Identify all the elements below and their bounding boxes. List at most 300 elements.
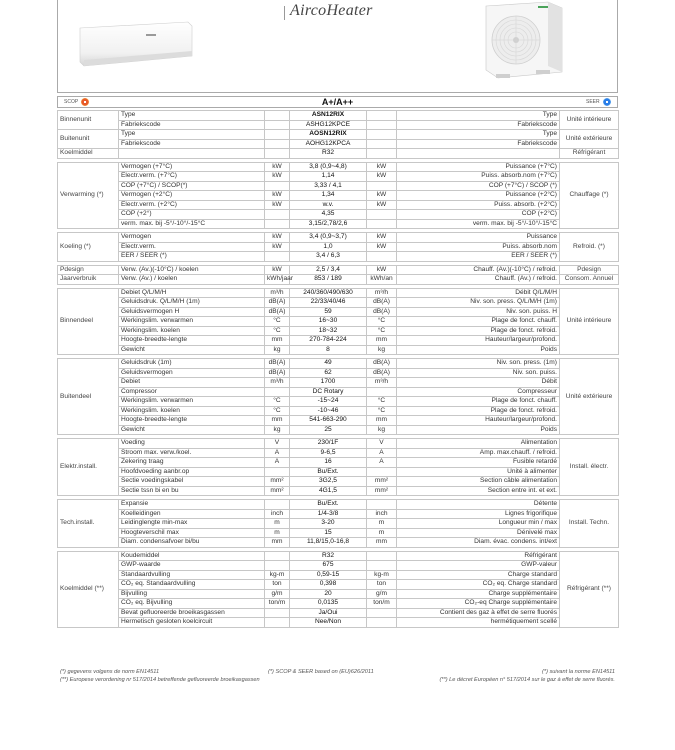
row-label-nl: GWP-waarde bbox=[119, 561, 265, 571]
row-label-nl: Diam. condensafvoer bi/bu bbox=[119, 538, 265, 548]
spec-row bbox=[58, 387, 619, 397]
spec-value: 2,5 / 3,4 bbox=[290, 265, 367, 275]
spec-value: 0,59-15 bbox=[290, 570, 367, 580]
group-label-fr: Install. électr. bbox=[560, 439, 619, 496]
group-label-fr: Unité intérieure bbox=[560, 111, 619, 130]
spec-row bbox=[58, 477, 619, 487]
unit-left bbox=[265, 139, 290, 149]
row-label-nl: Voeding bbox=[119, 439, 265, 449]
row-label-fr: Niv. son. puiss. bbox=[397, 368, 560, 378]
row-label-nl: CO₂ eq. Standaardvulling bbox=[119, 580, 265, 590]
unit-right: m bbox=[367, 528, 397, 538]
row-label-fr: Plage de fonct. refroid. bbox=[397, 406, 560, 416]
spec-value: 20 bbox=[290, 589, 367, 599]
unit-right: mm² bbox=[367, 486, 397, 496]
row-label-fr: Puiss. absorb.nom bbox=[397, 242, 560, 252]
spec-row bbox=[58, 111, 619, 121]
unit-right: g/m bbox=[367, 589, 397, 599]
unit-right bbox=[367, 120, 397, 130]
row-label-nl: Bijvulling bbox=[119, 589, 265, 599]
unit-right: kg bbox=[367, 425, 397, 435]
unit-left: kW bbox=[265, 242, 290, 252]
group-label-nl: Elektr.install. bbox=[58, 439, 119, 496]
unit-right: °C bbox=[367, 317, 397, 327]
row-label-nl: Fabriekscode bbox=[119, 139, 265, 149]
cooling-fan-icon bbox=[603, 98, 611, 106]
spec-value: -10~46 bbox=[290, 406, 367, 416]
row-label-fr: EER / SEER (*) bbox=[397, 252, 560, 262]
unit-left bbox=[265, 551, 290, 561]
spec-row bbox=[58, 439, 619, 449]
spec-value: 853 / 189 bbox=[290, 275, 367, 285]
row-label-fr: Lignes frigorifique bbox=[397, 509, 560, 519]
group-label-nl: Buitenunit bbox=[58, 130, 119, 149]
spec-value: R32 bbox=[290, 551, 367, 561]
spec-row bbox=[58, 467, 619, 477]
group-label-fr: Unité intérieure bbox=[560, 288, 619, 355]
unit-left bbox=[265, 561, 290, 571]
unit-left: m bbox=[265, 528, 290, 538]
spec-row bbox=[58, 397, 619, 407]
spec-value: 8 bbox=[290, 345, 367, 355]
row-label-fr: Fabriekscode bbox=[397, 139, 560, 149]
unit-left: kg bbox=[265, 345, 290, 355]
row-label-fr: Niv. son. press. Q/L/M/H (1m) bbox=[397, 298, 560, 308]
spec-row bbox=[58, 265, 619, 275]
row-label-nl: Vermogen (+7°C) bbox=[119, 162, 265, 172]
unit-left: °C bbox=[265, 397, 290, 407]
unit-left: ton bbox=[265, 580, 290, 590]
row-label-fr: Unité à alimenter bbox=[397, 467, 560, 477]
spec-value: 0,398 bbox=[290, 580, 367, 590]
row-label-nl: Type bbox=[119, 130, 265, 140]
row-label-fr: Plage de fonct. refroid. bbox=[397, 326, 560, 336]
spec-value: 49 bbox=[290, 359, 367, 369]
unit-right: kg bbox=[367, 345, 397, 355]
unit-left: kW bbox=[265, 233, 290, 243]
row-label-fr: Type bbox=[397, 130, 560, 140]
unit-right: dB(A) bbox=[367, 368, 397, 378]
unit-left bbox=[265, 219, 290, 229]
unit-left: kW bbox=[265, 191, 290, 201]
header bbox=[57, 0, 618, 93]
row-label-fr: GWP-valeur bbox=[397, 561, 560, 571]
row-label-fr: Contient des gaz à effet de serre fluorés bbox=[397, 608, 560, 618]
spec-value: 541-663-290 bbox=[290, 416, 367, 426]
group-label-fr: Refroid. (*) bbox=[560, 233, 619, 262]
unit-left: dB(A) bbox=[265, 359, 290, 369]
unit-right bbox=[367, 551, 397, 561]
spec-row bbox=[58, 368, 619, 378]
unit-right: kW bbox=[367, 172, 397, 182]
unit-left: V bbox=[265, 439, 290, 449]
unit-right bbox=[367, 618, 397, 628]
unit-right: A bbox=[367, 458, 397, 468]
unit-left: mm bbox=[265, 336, 290, 346]
row-label-fr: Diam. évac. condens. int/ext bbox=[397, 538, 560, 548]
unit-left bbox=[265, 111, 290, 121]
spec-row bbox=[58, 275, 619, 285]
spec-row bbox=[58, 288, 619, 298]
spec-value: Ja/Oui bbox=[290, 608, 367, 618]
spec-value: 0,0135 bbox=[290, 599, 367, 609]
row-label-nl: COP (+2°) bbox=[119, 210, 265, 220]
row-label-nl: Verw. (Av.)(-10°C) / koelen bbox=[119, 265, 265, 275]
spec-value: 3,33 / 4,1 bbox=[290, 181, 367, 191]
spec-row bbox=[58, 298, 619, 308]
row-label-nl: Koudemiddel bbox=[119, 551, 265, 561]
unit-right: inch bbox=[367, 509, 397, 519]
row-label-fr: COP (+2°C) bbox=[397, 210, 560, 220]
row-label-fr: Dénivelé max bbox=[397, 528, 560, 538]
spec-row bbox=[58, 242, 619, 252]
row-label-nl: Vermogen (+2°C) bbox=[119, 191, 265, 201]
brand-logo bbox=[290, 2, 373, 20]
unit-right: ton/m bbox=[367, 599, 397, 609]
row-label-fr: Alimentation bbox=[397, 439, 560, 449]
row-label-nl: Sectie tssn bi en bu bbox=[119, 486, 265, 496]
spec-row bbox=[58, 378, 619, 388]
spec-value: AOSN12RIX bbox=[290, 130, 367, 140]
unit-left bbox=[265, 618, 290, 628]
unit-left: m³/h bbox=[265, 288, 290, 298]
unit-left bbox=[265, 500, 290, 510]
unit-left bbox=[265, 210, 290, 220]
unit-right bbox=[367, 252, 397, 262]
unit-left: m³/h bbox=[265, 378, 290, 388]
row-label-fr: Charge standard bbox=[397, 570, 560, 580]
unit-right bbox=[367, 387, 397, 397]
spec-row bbox=[58, 172, 619, 182]
row-label-fr: Fusible retardé bbox=[397, 458, 560, 468]
unit-right: kWh/an bbox=[367, 275, 397, 285]
spec-row bbox=[58, 458, 619, 468]
row-label-fr: Chauff. (Av.)(-10°C) / refroid. bbox=[397, 265, 560, 275]
spec-row bbox=[58, 326, 619, 336]
row-label-fr: Débit bbox=[397, 378, 560, 388]
unit-left: kW bbox=[265, 265, 290, 275]
row-label-nl: Sectie voedingskabel bbox=[119, 477, 265, 487]
group-label-nl: Binnendeel bbox=[58, 288, 119, 355]
row-label-nl: Geluidsdruk. Q/L/M/H (1m) bbox=[119, 298, 265, 308]
unit-right: kW bbox=[367, 265, 397, 275]
row-label-nl: Geluidsvermogen H bbox=[119, 307, 265, 317]
row-label-nl: Electr.verm. bbox=[119, 242, 265, 252]
energy-class: A+/A++ bbox=[321, 97, 354, 107]
row-label-fr: Fabriekscode bbox=[397, 120, 560, 130]
unit-left: kg-m bbox=[265, 570, 290, 580]
spec-row bbox=[58, 538, 619, 548]
group-label-fr: Réfrigérant (**) bbox=[560, 551, 619, 627]
row-label-nl: Hoofdvoeding aanbr.op bbox=[119, 467, 265, 477]
row-label-nl: Fabriekscode bbox=[119, 120, 265, 130]
spec-row bbox=[58, 219, 619, 229]
unit-right: kW bbox=[367, 200, 397, 210]
row-label-fr: Débit Q/L/M/H bbox=[397, 288, 560, 298]
row-label-nl: Leidinglengte min-max bbox=[119, 519, 265, 529]
spec-value: 9-6,5 bbox=[290, 448, 367, 458]
unit-right bbox=[367, 219, 397, 229]
unit-right: dB(A) bbox=[367, 307, 397, 317]
spec-row bbox=[58, 181, 619, 191]
unit-right: °C bbox=[367, 397, 397, 407]
row-label-nl: Compressor bbox=[119, 387, 265, 397]
row-label-nl: Hermetisch gesloten koelcircuit bbox=[119, 618, 265, 628]
spec-row bbox=[58, 570, 619, 580]
unit-right: m bbox=[367, 519, 397, 529]
row-label-nl: COP (+7°C) / SCOP(*) bbox=[119, 181, 265, 191]
spec-row bbox=[58, 359, 619, 369]
spec-value: ASHG12KPCE bbox=[290, 120, 367, 130]
unit-left: m bbox=[265, 519, 290, 529]
scop-label: SCOP bbox=[64, 97, 89, 107]
spec-value: 18~32 bbox=[290, 326, 367, 336]
spec-row bbox=[58, 317, 619, 327]
unit-left bbox=[265, 608, 290, 618]
row-label-fr: verm. max. bij -5°/-10°/-15°C bbox=[397, 219, 560, 229]
row-label-fr: Réfrigérant bbox=[397, 551, 560, 561]
row-label-fr: Charge supplémentaire bbox=[397, 589, 560, 599]
unit-left: dB(A) bbox=[265, 298, 290, 308]
row-label-fr bbox=[397, 149, 560, 159]
spec-row bbox=[58, 252, 619, 262]
row-label-fr: Puissance (+2°C) bbox=[397, 191, 560, 201]
spec-value: Bu/Ext. bbox=[290, 500, 367, 510]
group-label-nl: Pdesign bbox=[58, 265, 119, 275]
spec-value: 62 bbox=[290, 368, 367, 378]
spec-value: 3,4 / 6,3 bbox=[290, 252, 367, 262]
row-label-fr: Poids bbox=[397, 345, 560, 355]
footnote-regulation-fr: (**) Le décret Européen n° 517/2014 sur le gaz à effet de serre fluorés. bbox=[439, 677, 615, 683]
spec-value: 3G2,5 bbox=[290, 477, 367, 487]
unit-left bbox=[265, 181, 290, 191]
unit-left: kW bbox=[265, 172, 290, 182]
row-label-nl: Standaardvulling bbox=[119, 570, 265, 580]
unit-right: mm bbox=[367, 416, 397, 426]
spec-row bbox=[58, 191, 619, 201]
unit-right bbox=[367, 500, 397, 510]
unit-right bbox=[367, 561, 397, 571]
unit-right: dB(A) bbox=[367, 359, 397, 369]
group-label-fr: Install. Techn. bbox=[560, 500, 619, 548]
spec-value: 1700 bbox=[290, 378, 367, 388]
unit-left bbox=[265, 120, 290, 130]
spec-value: 240/360/490/630 bbox=[290, 288, 367, 298]
row-label-nl: Koelleidingen bbox=[119, 509, 265, 519]
unit-left bbox=[265, 467, 290, 477]
spec-row bbox=[58, 500, 619, 510]
spec-value: AOHG12KPCA bbox=[290, 139, 367, 149]
group-label-fr: Pdesign bbox=[560, 265, 619, 275]
row-label-fr: Compresseur bbox=[397, 387, 560, 397]
spec-value: 1/4-3/8 bbox=[290, 509, 367, 519]
unit-left: g/m bbox=[265, 589, 290, 599]
row-label-fr: hermétiquement scellé bbox=[397, 618, 560, 628]
group-label-fr: Réfrigérant bbox=[560, 149, 619, 159]
spec-value: 3,4 (0,9~3,7) bbox=[290, 233, 367, 243]
spec-row bbox=[58, 608, 619, 618]
unit-right: dB(A) bbox=[367, 298, 397, 308]
row-label-nl: Vermogen bbox=[119, 233, 265, 243]
group-label-fr: Unité extérieure bbox=[560, 130, 619, 149]
spec-value: ASN12RIX bbox=[290, 111, 367, 121]
unit-left bbox=[265, 149, 290, 159]
row-label-fr: CO₂ eq. Charge standard bbox=[397, 580, 560, 590]
group-label-nl: Buitendeel bbox=[58, 359, 119, 435]
unit-left bbox=[265, 387, 290, 397]
spec-row bbox=[58, 528, 619, 538]
row-label-nl: Werkingslim. koelen bbox=[119, 406, 265, 416]
row-label-nl: Electr.verm. (+2°C) bbox=[119, 200, 265, 210]
unit-left: kW bbox=[265, 200, 290, 210]
unit-right bbox=[367, 210, 397, 220]
unit-right bbox=[367, 139, 397, 149]
unit-left bbox=[265, 252, 290, 262]
spec-row bbox=[58, 162, 619, 172]
unit-right: kW bbox=[367, 242, 397, 252]
spec-value: 230/1F bbox=[290, 439, 367, 449]
unit-right: kW bbox=[367, 233, 397, 243]
spec-row bbox=[58, 307, 619, 317]
unit-left: mm bbox=[265, 416, 290, 426]
spec-row bbox=[58, 448, 619, 458]
row-label-nl: Werkingslim. koelen bbox=[119, 326, 265, 336]
spec-value: Nee/Non bbox=[290, 618, 367, 628]
row-label-nl: Geluidsvermogen bbox=[119, 368, 265, 378]
row-label-nl: Electr.verm. (+7°C) bbox=[119, 172, 265, 182]
row-label-fr: Longueur min / max bbox=[397, 519, 560, 529]
row-label-fr: Section entre int. et ext. bbox=[397, 486, 560, 496]
unit-right: mm bbox=[367, 336, 397, 346]
spec-row bbox=[58, 519, 619, 529]
row-label-nl: Gewicht bbox=[119, 345, 265, 355]
spec-value: DC Rotary bbox=[290, 387, 367, 397]
group-label-nl: Tech.install. bbox=[58, 500, 119, 548]
spec-value: 25 bbox=[290, 425, 367, 435]
row-label-fr: CO₂-eq Charge supplémentaire bbox=[397, 599, 560, 609]
group-label-nl: Binnenunit bbox=[58, 111, 119, 130]
unit-right: m³/h bbox=[367, 288, 397, 298]
unit-right: kg-m bbox=[367, 570, 397, 580]
energy-class-bar bbox=[57, 96, 618, 108]
unit-right bbox=[367, 608, 397, 618]
row-label-nl: Geluidsdruk (1m) bbox=[119, 359, 265, 369]
unit-left: A bbox=[265, 448, 290, 458]
row-label-fr: Poids bbox=[397, 425, 560, 435]
spec-value: 3,8 (0,9~4,8) bbox=[290, 162, 367, 172]
spec-value: 1,14 bbox=[290, 172, 367, 182]
spec-row bbox=[58, 561, 619, 571]
row-label-nl: Hoogte-breedte-lengte bbox=[119, 336, 265, 346]
unit-left: kg bbox=[265, 425, 290, 435]
unit-right bbox=[367, 467, 397, 477]
unit-left: dB(A) bbox=[265, 368, 290, 378]
spec-row bbox=[58, 406, 619, 416]
group-label-fr: Unité extérieure bbox=[560, 359, 619, 435]
row-label-fr: Plage de fonct. chauff. bbox=[397, 397, 560, 407]
row-label-nl: Type bbox=[119, 111, 265, 121]
row-label-fr: Puiss. absorb.nom (+7°C) bbox=[397, 172, 560, 182]
unit-right bbox=[367, 149, 397, 159]
row-label-nl: Werkingslim. verwarmen bbox=[119, 397, 265, 407]
row-label-nl: Verw. (Av.) / koelen bbox=[119, 275, 265, 285]
row-label-nl: Werkingslim. verwarmen bbox=[119, 317, 265, 327]
spec-row bbox=[58, 210, 619, 220]
unit-left bbox=[265, 130, 290, 140]
unit-right bbox=[367, 130, 397, 140]
unit-left: inch bbox=[265, 509, 290, 519]
unit-right: °C bbox=[367, 406, 397, 416]
row-label-fr: Chauff. (Av.) / refroid. bbox=[397, 275, 560, 285]
spec-row bbox=[58, 233, 619, 243]
unit-right: A bbox=[367, 448, 397, 458]
group-label-fr: Chauffage (*) bbox=[560, 162, 619, 229]
outdoor-unit-image bbox=[478, 0, 564, 80]
spec-row bbox=[58, 139, 619, 149]
spec-value: 4G1,5 bbox=[290, 486, 367, 496]
spec-row bbox=[58, 120, 619, 130]
row-label-nl: Zekering traag bbox=[119, 458, 265, 468]
spec-value: 1,34 bbox=[290, 191, 367, 201]
row-label-nl: verm. max. bij -5°/-10°/-15°C bbox=[119, 219, 265, 229]
spec-row bbox=[58, 345, 619, 355]
row-label-nl: Debiet bbox=[119, 378, 265, 388]
spec-value: -15~24 bbox=[290, 397, 367, 407]
row-label-fr: Hauteur/largeur/profond. bbox=[397, 416, 560, 426]
unit-left: mm² bbox=[265, 477, 290, 487]
unit-right: mm bbox=[367, 538, 397, 548]
group-label-nl: Koelmiddel bbox=[58, 149, 119, 159]
footnote-regulation-nl: (**) Europese verordening nr 517/2014 betreffende gefluoreerde broeikasgassen bbox=[60, 677, 260, 683]
spec-row bbox=[58, 200, 619, 210]
footnote-norm-nl: (*) gegevens volgens de norm EN14511 bbox=[60, 669, 160, 675]
row-label-fr: Puiss. absorb. (+2°C) bbox=[397, 200, 560, 210]
row-label-nl: EER / SEER (*) bbox=[119, 252, 265, 262]
unit-left: mm² bbox=[265, 486, 290, 496]
unit-right: °C bbox=[367, 326, 397, 336]
unit-right: ton bbox=[367, 580, 397, 590]
row-label-nl: Stroom max. verw./koel. bbox=[119, 448, 265, 458]
unit-left: °C bbox=[265, 317, 290, 327]
unit-left: ton/m bbox=[265, 599, 290, 609]
spec-value: 16 bbox=[290, 458, 367, 468]
spec-value: 11,8/15,0-16,8 bbox=[290, 538, 367, 548]
unit-right: mm² bbox=[367, 477, 397, 487]
spec-row bbox=[58, 589, 619, 599]
row-label-fr: Type bbox=[397, 111, 560, 121]
spec-value: w.v. bbox=[290, 200, 367, 210]
spec-value: 3,15/2,78/2,6 bbox=[290, 219, 367, 229]
spec-row bbox=[58, 618, 619, 628]
spec-row bbox=[58, 416, 619, 426]
row-label-fr: Puissance (+7°C) bbox=[397, 162, 560, 172]
row-label-fr: Plage de fonct. chauff. bbox=[397, 317, 560, 327]
row-label-fr: COP (+7°C) / SCOP (*) bbox=[397, 181, 560, 191]
spec-value: 270-784-224 bbox=[290, 336, 367, 346]
unit-left: kW bbox=[265, 162, 290, 172]
unit-right: kW bbox=[367, 191, 397, 201]
spec-value: 15 bbox=[290, 528, 367, 538]
spec-value: 1,0 bbox=[290, 242, 367, 252]
row-label-fr: Hauteur/largeur/profond. bbox=[397, 336, 560, 346]
row-label-nl bbox=[119, 149, 265, 159]
group-label-nl: Koelmiddel (**) bbox=[58, 551, 119, 627]
spec-row bbox=[58, 336, 619, 346]
row-label-fr: Détente bbox=[397, 500, 560, 510]
row-label-nl: CO₂ eq. Bijvulling bbox=[119, 599, 265, 609]
unit-right: m³/h bbox=[367, 378, 397, 388]
spec-value: 59 bbox=[290, 307, 367, 317]
